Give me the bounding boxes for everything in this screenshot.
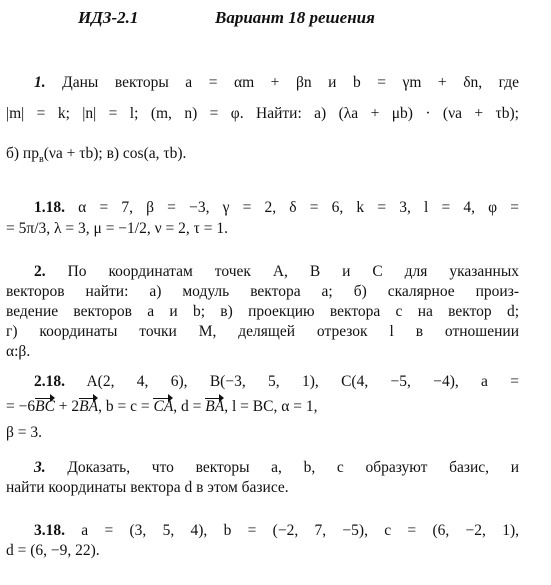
- task2-text5: α:β.: [6, 343, 31, 360]
- task2-data-line2: [6, 397, 519, 417]
- task2-data-line3: [6, 423, 519, 443]
- task2-data-text3: β = 3.: [6, 424, 43, 441]
- task2-number: 2.: [34, 263, 46, 280]
- task2-data-text2a: = −6: [6, 398, 36, 415]
- task2-text3: ведение векторов a и b; в) проекцию вектора c на вектор d;: [6, 303, 519, 320]
- task3-text1: Доказать, что векторы a, b, c образуют базис, и: [67, 459, 520, 476]
- task1-text2: |m| = k; |n| = l; (m, n) = φ. Найти: а) (λa + μb) · (νa + τb);: [6, 105, 519, 122]
- assignment-code: ИДЗ-2.1: [78, 8, 139, 27]
- task3-line1: [34, 458, 519, 478]
- task1-data-text2: = 5π/3, λ = 3, μ = −1/2, ν = 2, τ = 1.: [6, 220, 228, 237]
- task2-data-label: 2.18.: [34, 373, 65, 390]
- task1-data-label: 1.18.: [34, 199, 65, 216]
- task1-line2: [6, 104, 519, 124]
- header: [0, 8, 551, 32]
- task1-line1: [34, 73, 519, 93]
- task2-data-line1: [34, 372, 519, 392]
- task3-data-label: 3.18.: [34, 522, 65, 539]
- task2-text1: По координатам точек A, B и C для указанных: [67, 263, 519, 280]
- vector-ca: CA: [153, 398, 174, 415]
- task2-line3: [6, 302, 519, 322]
- task2-text2: векторов найти: а) модуль вектора a; б) скалярное произ-: [6, 283, 519, 300]
- task3-data-line2: [6, 541, 519, 561]
- task1-text3: б) пр: [6, 145, 39, 162]
- task2-line2: [6, 282, 519, 302]
- task1-data-line2: [6, 219, 519, 239]
- vector-bc: BC: [35, 398, 55, 415]
- task2-data-text2b: + 2: [54, 398, 80, 415]
- task1-text1: Даны векторы a = αm + βn и b = γm + δn, где: [62, 74, 520, 91]
- task1-sub: в: [38, 154, 44, 166]
- vector-ba: BA: [79, 398, 99, 415]
- task3-number: 3.: [34, 459, 46, 476]
- task3-text2: найти координаты вектора d в этом базисе.: [6, 479, 289, 496]
- task2-data-text2e: , l = BC, α = 1,: [224, 398, 318, 415]
- task3-data-line1: [34, 521, 519, 541]
- variant-title: Вариант 18 решения: [215, 8, 375, 27]
- task1-text3-rest: (νa + τb); в) cos(a, τb).: [43, 145, 187, 162]
- task2-data-text2d: , d =: [173, 398, 206, 415]
- task2-text4: г) координаты точки M, делящей отрезок l в отношении: [6, 323, 519, 340]
- task1-line3: [6, 144, 519, 170]
- task3-data-text1: a = (3, 5, 4), b = (−2, 7, −5), c = (6, −2, 1),: [81, 522, 519, 539]
- task1-number: 1.: [34, 74, 46, 91]
- vector-ba-2: BA: [205, 398, 225, 415]
- task2-data-text1: A(2, 4, 6), B(−3, 5, 1), C(4, −5, −4), a =: [86, 373, 519, 390]
- task2-line4: [6, 322, 519, 342]
- task3-line2: [6, 478, 519, 498]
- task2-data-text2c: , b = c =: [98, 398, 154, 415]
- task2-line5: [6, 342, 519, 362]
- task3-data-text2: d = (6, −9, 22).: [6, 542, 100, 559]
- task2-line1: [34, 262, 519, 282]
- task1-data-line1: [34, 198, 519, 218]
- task1-data-text1: α = 7, β = −3, γ = 2, δ = 6, k = 3, l = 4, φ =: [78, 199, 520, 216]
